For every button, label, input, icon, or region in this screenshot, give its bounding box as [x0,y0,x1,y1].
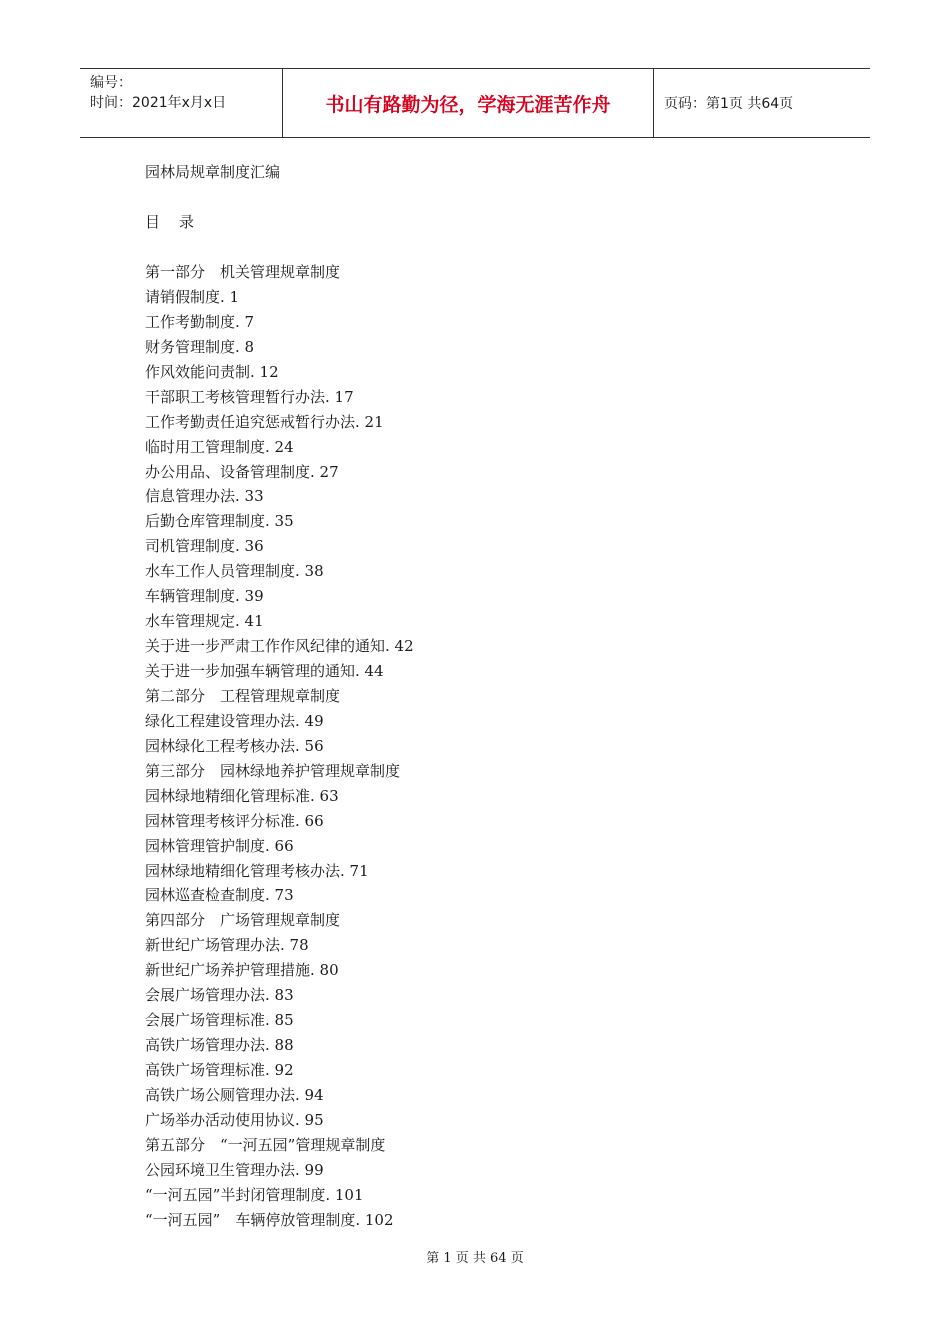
header-page-info: 页码：第1页 共64页 [664,96,794,112]
toc-entry: 办公用品、设备管理制度. 27 [145,462,339,481]
toc-entry: 请销假制度. 1 [145,287,240,306]
document-body [145,160,845,1233]
document-number-label: 编号： [90,75,132,91]
toc-entry: 园林绿化工程考核办法. 56 [145,736,324,755]
toc-entry: 司机管理制度. 36 [145,537,264,556]
toc-entry: 园林绿地精细化管理考核办法. 71 [145,861,369,880]
toc-entry: 水车管理规定. 41 [145,612,264,631]
footer-page-number: 第 1 页 共 64 页 [426,1251,524,1266]
toc-entry: 会展广场管理标准. 85 [145,1011,294,1030]
toc-entry: 后勤仓库管理制度. 35 [145,512,294,531]
toc-entry: 第四部分 广场管理规章制度 [145,911,341,930]
toc-entry: 高铁广场管理标准. 92 [145,1061,294,1079]
page-header [80,68,870,138]
toc-entry: 水车工作人员管理制度. 38 [145,562,324,581]
toc-heading: 目 录 [145,213,197,231]
toc-entry: 关于进一步加强车辆管理的通知. 44 [145,662,384,680]
toc-entry: 第一部分 机关管理规章制度 [145,263,341,281]
toc-entry: 新世纪广场管理办法. 78 [145,936,309,955]
toc-entry: 园林管理考核评分标准. 66 [145,811,324,830]
toc-entry: 工作考勤制度. 7 [145,312,255,331]
toc-entry: 新世纪广场养护管理措施. 80 [145,961,339,980]
toc-entry: 车辆管理制度. 39 [145,587,264,606]
toc-entry: 绿化工程建设管理办法. 49 [145,711,324,730]
toc-entry: 临时用工管理制度. 24 [145,437,294,456]
toc-entry: 高铁广场管理办法. 88 [145,1036,294,1055]
document-title: 园林局规章制度汇编 [145,163,281,181]
document-time-label: 时间：2021年x月x日 [90,95,227,111]
toc-entry: 第五部分 “一河五园”管理规章制度 [145,1135,386,1154]
toc-entry: 园林巡查检查制度. 73 [145,886,294,905]
toc-entry: 第三部分 园林绿地养护管理规章制度 [145,761,401,780]
toc-entry: 信息管理办法. 33 [145,487,264,506]
toc-entry: “一河五园” 车辆停放管理制度. 102 [145,1210,394,1229]
header-motto: 书山有路勤为径，学海无涯苦作舟 [282,69,654,137]
toc-entry: 会展广场管理办法. 83 [145,986,294,1005]
toc-entry: 园林绿地精细化管理标准. 63 [145,786,339,805]
toc-entry: 干部职工考核管理暂行办法. 17 [145,387,354,406]
toc-entry: 工作考勤责任追究惩戒暂行办法. 21 [145,412,384,431]
header-meta [80,69,282,137]
page-footer [0,1247,950,1266]
toc-entry: 公园环境卫生管理办法. 99 [145,1160,324,1179]
toc-entry: 高铁广场公厕管理办法. 94 [145,1085,324,1104]
toc-list [145,260,845,1233]
toc-entry: 第二部分 工程管理规章制度 [145,686,341,705]
toc-entry: 作风效能问责制. 12 [145,362,279,381]
toc-entry: 广场举办活动使用协议. 95 [145,1110,324,1129]
toc-entry: 财务管理制度. 8 [145,337,255,356]
toc-entry: 园林管理管护制度. 66 [145,836,294,855]
toc-entry: “一河五园”半封闭管理制度. 101 [145,1185,364,1204]
toc-entry: 关于进一步严肃工作作风纪律的通知. 42 [145,637,414,656]
